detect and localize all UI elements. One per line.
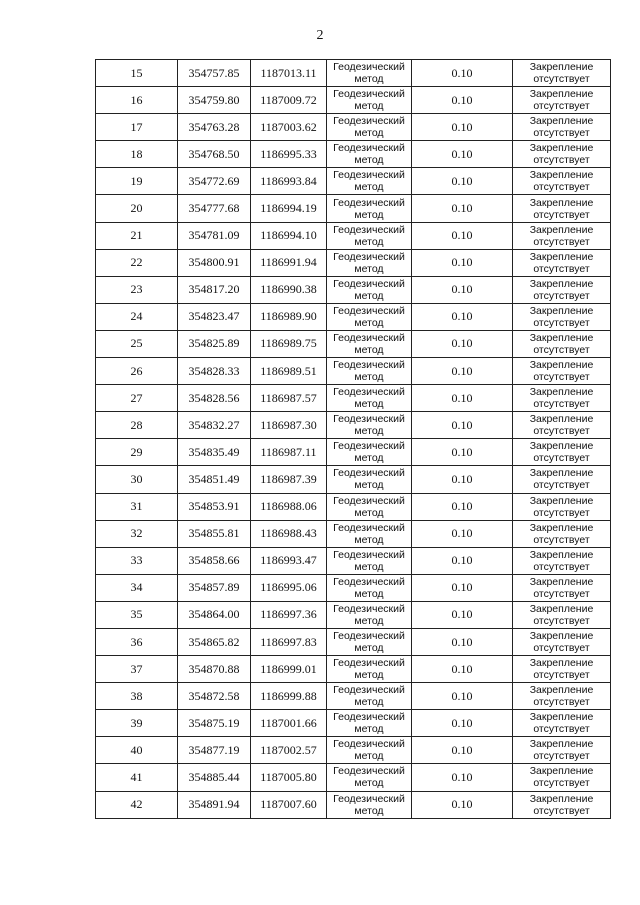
method-cell: Геодезический метод [327,791,412,818]
fixing-description-cell: Закрепление отсутствует [513,87,611,114]
method-cell: Геодезический метод [327,547,412,574]
accuracy-cell: 0.10 [412,710,513,737]
coordinate-y-cell: 1186989.90 [251,303,327,330]
method-cell: Геодезический метод [327,520,412,547]
method-cell: Геодезический метод [327,195,412,222]
table-row [96,520,611,547]
coordinate-y-cell: 1186994.10 [251,222,327,249]
coordinate-y-cell: 1186994.19 [251,195,327,222]
coordinate-x-cell: 354781.09 [178,222,251,249]
point-number-cell: 36 [96,628,178,655]
fixing-description-cell: Закрепление отсутствует [513,141,611,168]
coordinate-y-cell: 1187003.62 [251,114,327,141]
table-row [96,114,611,141]
coordinate-x-cell: 354817.20 [178,276,251,303]
fixing-description-cell: Закрепление отсутствует [513,276,611,303]
table-row [96,358,611,385]
fixing-description-cell: Закрепление отсутствует [513,520,611,547]
method-cell: Геодезический метод [327,412,412,439]
accuracy-cell: 0.10 [412,764,513,791]
coordinate-y-cell: 1186989.75 [251,330,327,357]
fixing-description-cell: Закрепление отсутствует [513,412,611,439]
coordinate-y-cell: 1186988.06 [251,493,327,520]
coordinate-x-cell: 354757.85 [178,60,251,87]
table-row [96,628,611,655]
fixing-description-cell: Закрепление отсутствует [513,385,611,412]
accuracy-cell: 0.10 [412,412,513,439]
point-number-cell: 32 [96,520,178,547]
coordinate-x-cell: 354864.00 [178,601,251,628]
accuracy-cell: 0.10 [412,222,513,249]
method-cell: Геодезический метод [327,114,412,141]
fixing-description-cell: Закрепление отсутствует [513,493,611,520]
fixing-description-cell: Закрепление отсутствует [513,791,611,818]
table-row [96,141,611,168]
coordinate-y-cell: 1186988.43 [251,520,327,547]
table-row [96,385,611,412]
method-cell: Геодезический метод [327,222,412,249]
method-cell: Геодезический метод [327,466,412,493]
accuracy-cell: 0.10 [412,358,513,385]
method-cell: Геодезический метод [327,141,412,168]
point-number-cell: 40 [96,737,178,764]
coordinate-x-cell: 354768.50 [178,141,251,168]
point-number-cell: 41 [96,764,178,791]
point-number-cell: 16 [96,87,178,114]
fixing-description-cell: Закрепление отсутствует [513,737,611,764]
point-number-cell: 37 [96,656,178,683]
table-row [96,439,611,466]
table-row [96,493,611,520]
table-row [96,683,611,710]
fixing-description-cell: Закрепление отсутствует [513,222,611,249]
point-number-cell: 26 [96,358,178,385]
point-number-cell: 15 [96,60,178,87]
method-cell: Геодезический метод [327,656,412,683]
table-row [96,737,611,764]
coordinate-x-cell: 354800.91 [178,249,251,276]
coordinate-x-cell: 354772.69 [178,168,251,195]
point-number-cell: 20 [96,195,178,222]
table-row [96,249,611,276]
coordinate-x-cell: 354763.28 [178,114,251,141]
fixing-description-cell: Закрепление отсутствует [513,330,611,357]
accuracy-cell: 0.10 [412,87,513,114]
fixing-description-cell: Закрепление отсутствует [513,303,611,330]
accuracy-cell: 0.10 [412,141,513,168]
coordinate-y-cell: 1187002.57 [251,737,327,764]
accuracy-cell: 0.10 [412,466,513,493]
accuracy-cell: 0.10 [412,195,513,222]
coordinate-x-cell: 354872.58 [178,683,251,710]
accuracy-cell: 0.10 [412,791,513,818]
point-number-cell: 38 [96,683,178,710]
fixing-description-cell: Закрепление отсутствует [513,439,611,466]
coordinate-x-cell: 354828.33 [178,358,251,385]
coordinate-y-cell: 1186993.84 [251,168,327,195]
accuracy-cell: 0.10 [412,656,513,683]
point-number-cell: 21 [96,222,178,249]
coordinates-table [95,59,611,819]
method-cell: Геодезический метод [327,683,412,710]
point-number-cell: 19 [96,168,178,195]
table-row [96,195,611,222]
point-number-cell: 29 [96,439,178,466]
fixing-description-cell: Закрепление отсутствует [513,249,611,276]
page-number: 2 [316,28,324,43]
accuracy-cell: 0.10 [412,737,513,764]
accuracy-cell: 0.10 [412,330,513,357]
coordinate-x-cell: 354777.68 [178,195,251,222]
coordinate-y-cell: 1186987.11 [251,439,327,466]
accuracy-cell: 0.10 [412,303,513,330]
table-row [96,656,611,683]
table-row [96,222,611,249]
accuracy-cell: 0.10 [412,385,513,412]
table-row [96,168,611,195]
coordinate-x-cell: 354825.89 [178,330,251,357]
coordinate-y-cell: 1187013.11 [251,60,327,87]
coordinate-x-cell: 354828.56 [178,385,251,412]
method-cell: Геодезический метод [327,439,412,466]
point-number-cell: 35 [96,601,178,628]
accuracy-cell: 0.10 [412,520,513,547]
coordinate-x-cell: 354858.66 [178,547,251,574]
coordinate-x-cell: 354885.44 [178,764,251,791]
coordinate-y-cell: 1186999.88 [251,683,327,710]
table-row [96,276,611,303]
accuracy-cell: 0.10 [412,276,513,303]
fixing-description-cell: Закрепление отсутствует [513,656,611,683]
table-row [96,303,611,330]
coordinate-y-cell: 1186987.30 [251,412,327,439]
method-cell: Геодезический метод [327,710,412,737]
point-number-cell: 27 [96,385,178,412]
coordinate-x-cell: 354857.89 [178,574,251,601]
table-row [96,60,611,87]
method-cell: Геодезический метод [327,493,412,520]
method-cell: Геодезический метод [327,330,412,357]
coordinate-y-cell: 1187007.60 [251,791,327,818]
method-cell: Геодезический метод [327,168,412,195]
method-cell: Геодезический метод [327,385,412,412]
accuracy-cell: 0.10 [412,168,513,195]
point-number-cell: 22 [96,249,178,276]
coordinate-y-cell: 1186987.39 [251,466,327,493]
coordinate-y-cell: 1186995.33 [251,141,327,168]
point-number-cell: 33 [96,547,178,574]
table-row [96,791,611,818]
coordinate-y-cell: 1186999.01 [251,656,327,683]
fixing-description-cell: Закрепление отсутствует [513,574,611,601]
table-row [96,412,611,439]
accuracy-cell: 0.10 [412,683,513,710]
fixing-description-cell: Закрепление отсутствует [513,168,611,195]
coordinate-x-cell: 354870.88 [178,656,251,683]
method-cell: Геодезический метод [327,303,412,330]
table-row [96,466,611,493]
method-cell: Геодезический метод [327,358,412,385]
accuracy-cell: 0.10 [412,493,513,520]
coordinate-y-cell: 1186989.51 [251,358,327,385]
table-row [96,574,611,601]
table-row [96,330,611,357]
method-cell: Геодезический метод [327,574,412,601]
fixing-description-cell: Закрепление отсутствует [513,710,611,737]
fixing-description-cell: Закрепление отсутствует [513,764,611,791]
fixing-description-cell: Закрепление отсутствует [513,547,611,574]
coordinate-x-cell: 354855.81 [178,520,251,547]
point-number-cell: 18 [96,141,178,168]
coordinate-x-cell: 354891.94 [178,791,251,818]
accuracy-cell: 0.10 [412,439,513,466]
coordinate-y-cell: 1187009.72 [251,87,327,114]
coordinate-y-cell: 1187001.66 [251,710,327,737]
point-number-cell: 23 [96,276,178,303]
method-cell: Геодезический метод [327,249,412,276]
coordinate-x-cell: 354832.27 [178,412,251,439]
method-cell: Геодезический метод [327,764,412,791]
table-row [96,87,611,114]
coordinate-y-cell: 1187005.80 [251,764,327,791]
point-number-cell: 42 [96,791,178,818]
coordinate-y-cell: 1186995.06 [251,574,327,601]
table-row [96,601,611,628]
accuracy-cell: 0.10 [412,114,513,141]
fixing-description-cell: Закрепление отсутствует [513,683,611,710]
point-number-cell: 34 [96,574,178,601]
fixing-description-cell: Закрепление отсутствует [513,466,611,493]
method-cell: Геодезический метод [327,737,412,764]
table-row [96,764,611,791]
point-number-cell: 31 [96,493,178,520]
coordinate-x-cell: 354865.82 [178,628,251,655]
coordinate-y-cell: 1186987.57 [251,385,327,412]
point-number-cell: 30 [96,466,178,493]
point-number-cell: 25 [96,330,178,357]
accuracy-cell: 0.10 [412,628,513,655]
coordinate-x-cell: 354853.91 [178,493,251,520]
method-cell: Геодезический метод [327,60,412,87]
accuracy-cell: 0.10 [412,249,513,276]
coordinate-y-cell: 1186993.47 [251,547,327,574]
coordinate-y-cell: 1186990.38 [251,276,327,303]
coordinate-x-cell: 354823.47 [178,303,251,330]
fixing-description-cell: Закрепление отсутствует [513,358,611,385]
fixing-description-cell: Закрепление отсутствует [513,195,611,222]
method-cell: Геодезический метод [327,276,412,303]
coordinates-table-body [96,60,611,819]
point-number-cell: 24 [96,303,178,330]
method-cell: Геодезический метод [327,628,412,655]
coordinate-y-cell: 1186991.94 [251,249,327,276]
accuracy-cell: 0.10 [412,574,513,601]
point-number-cell: 39 [96,710,178,737]
coordinate-y-cell: 1186997.36 [251,601,327,628]
coordinate-x-cell: 354875.19 [178,710,251,737]
accuracy-cell: 0.10 [412,547,513,574]
coordinate-x-cell: 354851.49 [178,466,251,493]
method-cell: Геодезический метод [327,87,412,114]
coordinate-x-cell: 354877.19 [178,737,251,764]
fixing-description-cell: Закрепление отсутствует [513,628,611,655]
accuracy-cell: 0.10 [412,60,513,87]
coordinate-x-cell: 354835.49 [178,439,251,466]
table-row [96,547,611,574]
coordinate-x-cell: 354759.80 [178,87,251,114]
accuracy-cell: 0.10 [412,601,513,628]
fixing-description-cell: Закрепление отсутствует [513,114,611,141]
fixing-description-cell: Закрепление отсутствует [513,60,611,87]
point-number-cell: 28 [96,412,178,439]
point-number-cell: 17 [96,114,178,141]
method-cell: Геодезический метод [327,601,412,628]
fixing-description-cell: Закрепление отсутствует [513,601,611,628]
table-row [96,710,611,737]
coordinate-y-cell: 1186997.83 [251,628,327,655]
